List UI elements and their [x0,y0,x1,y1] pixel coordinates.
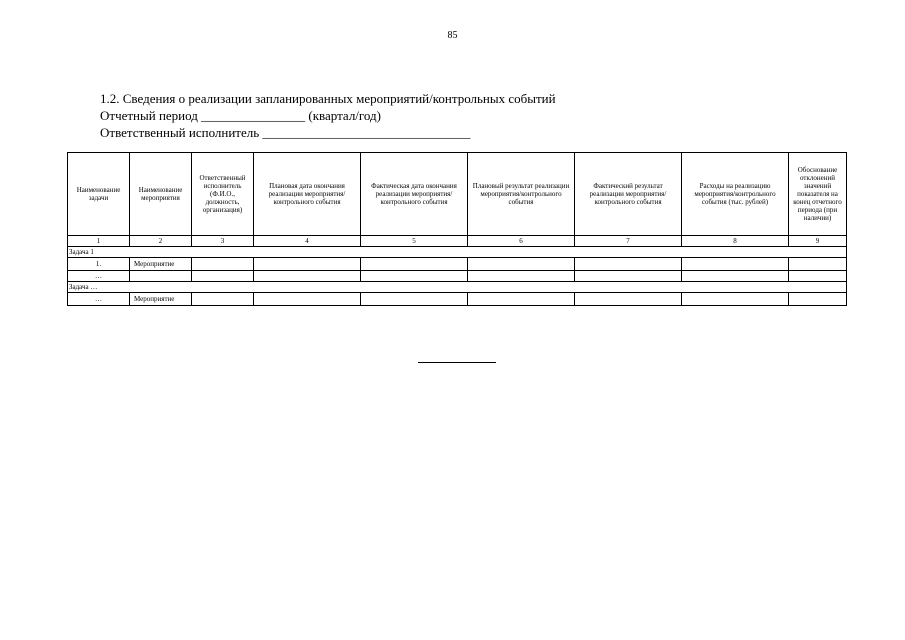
empty-cell [789,258,847,271]
empty-cell [575,293,682,306]
empty-cell [468,271,575,282]
header-planned-end-date: Плановая дата окончания реализации мероприятия/контрольного события [254,153,361,236]
table-row [68,293,847,306]
column-number: 8 [682,236,789,247]
page-number: 85 [447,30,458,41]
empty-cell [682,293,789,306]
empty-cell [192,271,254,282]
column-number: 1 [68,236,130,247]
empty-cell [192,293,254,306]
empty-cell [682,258,789,271]
column-number: 6 [468,236,575,247]
table-header-row [68,153,847,236]
event-name-cell: Мероприятие [130,258,192,271]
empty-cell [254,271,361,282]
header-event-name: Наименование мероприятия [130,153,192,236]
column-number: 4 [254,236,361,247]
column-number: 2 [130,236,192,247]
empty-cell [361,271,468,282]
task-1-label: Задача 1 [68,247,847,258]
empty-cell [682,271,789,282]
column-number: 9 [789,236,847,247]
ellipsis-cell: … [68,271,130,282]
empty-cell [575,258,682,271]
empty-cell [192,258,254,271]
empty-cell [789,271,847,282]
empty-cell [254,293,361,306]
empty-cell [130,271,192,282]
empty-cell [361,258,468,271]
separator-line [418,362,496,363]
header-expenses: Расходы на реализацию мероприятия/контрольного события (тыс. рублей) [682,153,789,236]
row-index: 1. [68,258,130,271]
heading-block [100,90,556,141]
header-deviation-justification: Обоснование отклонений значений показателя на конец отчетного периода (при наличии) [789,153,847,236]
table-row [68,271,847,282]
header-responsible-executor: Ответственный исполнитель (Ф.И.О., должность, организация) [192,153,254,236]
task-more-row [68,282,847,293]
empty-cell [468,293,575,306]
events-report-table [67,152,847,306]
responsible-executor-line: Ответственный исполнитель ________________________________ [100,125,471,140]
header-task-name: Наименование задачи [68,153,130,236]
event-name-cell: Мероприятие [130,293,192,306]
section-title: 1.2. Сведения о реализации запланированных мероприятий/контрольных событий [100,91,556,106]
empty-cell [468,258,575,271]
column-number: 3 [192,236,254,247]
task-more-label: Задача … [68,282,847,293]
header-planned-result: Плановый результат реализации мероприятия/контрольного события [468,153,575,236]
empty-cell [361,293,468,306]
empty-cell [575,271,682,282]
row-index: … [68,293,130,306]
empty-cell [254,258,361,271]
table-row [68,258,847,271]
task-1-row [68,247,847,258]
header-actual-result: Фактический результат реализации мероприятия/контрольного события [575,153,682,236]
column-number: 5 [361,236,468,247]
reporting-period-line: Отчетный период ________________ (квартал/год) [100,108,381,123]
header-actual-end-date: Фактическая дата окончания реализации мероприятия/контрольного события [361,153,468,236]
empty-cell [789,293,847,306]
column-number: 7 [575,236,682,247]
column-number-row [68,236,847,247]
